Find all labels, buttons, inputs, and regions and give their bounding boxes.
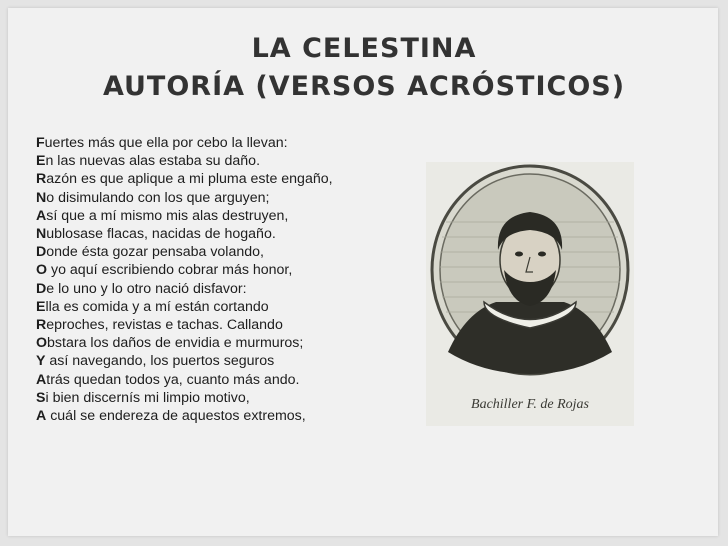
portrait-engraving bbox=[426, 162, 634, 426]
author-portrait bbox=[426, 162, 634, 426]
acrostic-initial: R bbox=[36, 317, 47, 334]
title-line-2: AUTORÍA (VERSOS ACRÓSTICOS) bbox=[102, 71, 626, 102]
acrostic-initial: D bbox=[36, 280, 47, 297]
acrostic-initial: O bbox=[36, 335, 48, 352]
poem-line-text: así navegando, los puertos seguros bbox=[45, 353, 275, 370]
acrostic-initial: D bbox=[36, 244, 47, 261]
slide-title bbox=[0, 30, 728, 106]
poem-line-text: yo aquí escribiendo cobrar más honor, bbox=[47, 262, 293, 279]
poem-line-text: bstara los daños de envidia e murmuros; bbox=[47, 335, 304, 352]
poem-line bbox=[36, 134, 426, 152]
poem-line bbox=[36, 225, 426, 243]
poem-line-text: uertes más que ella por cebo la llevan: bbox=[44, 135, 288, 151]
poem-line bbox=[36, 152, 426, 170]
acrostic-initial: O bbox=[36, 262, 48, 279]
acrostic-initial: S bbox=[36, 389, 46, 406]
acrostic-poem bbox=[36, 134, 426, 425]
poem-line-text: azón es que aplique a mi pluma este engaño, bbox=[46, 171, 333, 188]
poem-line bbox=[36, 243, 426, 261]
poem-line bbox=[36, 261, 426, 279]
poem-line bbox=[36, 389, 426, 407]
poem-line bbox=[36, 298, 426, 316]
acrostic-initial: N bbox=[36, 189, 47, 206]
right-eye bbox=[538, 252, 546, 257]
poem-line bbox=[36, 316, 426, 334]
portrait-caption: Bachiller F. de Rojas bbox=[471, 397, 589, 412]
poem-line bbox=[36, 334, 426, 352]
left-eye bbox=[515, 252, 523, 257]
poem-line-text: n las nuevas alas estaba su daño. bbox=[45, 153, 261, 170]
acrostic-initial: E bbox=[36, 153, 46, 170]
acrostic-initial: E bbox=[36, 298, 46, 315]
acrostic-initial: Y bbox=[36, 353, 46, 370]
poem-line-text: ublosase flacas, nacidas de hogaño. bbox=[46, 226, 276, 243]
poem-line-text: lla es comida y a mí están cortando bbox=[45, 298, 269, 315]
acrostic-initial: A bbox=[36, 207, 47, 224]
poem-line-text: eproches, revistas e tachas. Callando bbox=[46, 317, 283, 334]
acrostic-initial: N bbox=[36, 226, 47, 243]
poem-line bbox=[36, 352, 426, 370]
poem-line-text: trás quedan todos ya, cuanto más ando. bbox=[46, 371, 300, 388]
poem-line-text: onde ésta gozar pensaba volando, bbox=[46, 244, 264, 261]
title-line-1: LA CELESTINA bbox=[251, 33, 477, 64]
poem-line bbox=[36, 207, 426, 225]
poem-line-text: cuál se endereza de aquestos extremos, bbox=[46, 408, 306, 425]
poem-line bbox=[36, 407, 426, 425]
poem-line-text: e lo uno y lo otro nació disfavor: bbox=[46, 280, 247, 297]
poem-line bbox=[36, 189, 426, 207]
poem-line bbox=[36, 170, 426, 188]
poem-line bbox=[36, 280, 426, 298]
poem-line-text: o disimulando con los que arguyen; bbox=[46, 189, 270, 206]
acrostic-initial: A bbox=[36, 371, 47, 388]
acrostic-initial: A bbox=[36, 408, 47, 425]
acrostic-initial: F bbox=[36, 135, 45, 151]
poem-line-text: i bien discernís mi limpio motivo, bbox=[45, 389, 250, 406]
poem-line bbox=[36, 371, 426, 389]
poem-line-text: sí que a mí mismo mis alas destruyen, bbox=[46, 207, 289, 224]
acrostic-initial: R bbox=[36, 171, 47, 188]
